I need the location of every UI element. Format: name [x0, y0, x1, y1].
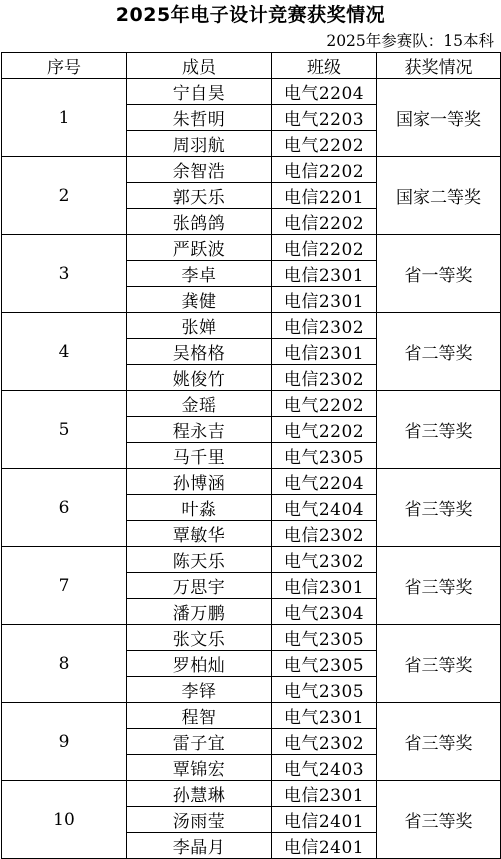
page-title: 2025年电子设计竞赛获奖情况: [115, 4, 386, 26]
team-award-cell: 省一等奖: [377, 235, 501, 313]
member-name-cell: 李晶月: [127, 833, 272, 859]
member-name-cell: 宁自昊: [127, 79, 272, 105]
member-name-cell: 严跃波: [127, 235, 272, 261]
member-class-cell: 电气2304: [272, 599, 377, 625]
team-index-cell: 7: [2, 547, 127, 625]
member-class-cell: 电信2202: [272, 157, 377, 183]
member-name-cell: 万思宇: [127, 573, 272, 599]
member-class-cell: 电气2305: [272, 651, 377, 677]
team-index-cell: 5: [2, 391, 127, 469]
team-award-cell: 省三等奖: [377, 547, 501, 625]
member-class-cell: 电气2203: [272, 105, 377, 131]
member-name-cell: 龚健: [127, 287, 272, 313]
column-header-class: 班级: [272, 53, 377, 79]
team-award-cell: 省二等奖: [377, 313, 501, 391]
member-class-cell: 电信2302: [272, 521, 377, 547]
member-class-cell: 电气2404: [272, 495, 377, 521]
team-award-cell: 省三等奖: [377, 703, 501, 781]
table-row: [2, 157, 501, 183]
member-name-cell: 朱哲明: [127, 105, 272, 131]
member-class-cell: 电信2301: [272, 339, 377, 365]
member-name-cell: 陈天乐: [127, 547, 272, 573]
member-name-cell: 余智浩: [127, 157, 272, 183]
member-class-cell: 电气2305: [272, 625, 377, 651]
table-row: [2, 547, 501, 573]
team-index-cell: 6: [2, 469, 127, 547]
table-header-row: [2, 53, 501, 79]
column-header-members: 成员: [127, 53, 272, 79]
table-row: [2, 79, 501, 105]
member-name-cell: 李卓: [127, 261, 272, 287]
table-row: [2, 469, 501, 495]
member-class-cell: 电信2301: [272, 261, 377, 287]
member-name-cell: 雷子宜: [127, 729, 272, 755]
member-name-cell: 孙慧琳: [127, 781, 272, 807]
awards-table-body: [2, 79, 501, 859]
member-name-cell: 金瑶: [127, 391, 272, 417]
team-award-cell: 省三等奖: [377, 469, 501, 547]
team-index-cell: 2: [2, 157, 127, 235]
team-award-cell: 省三等奖: [377, 391, 501, 469]
member-class-cell: 电气2301: [272, 703, 377, 729]
member-class-cell: 电气2302: [272, 729, 377, 755]
member-class-cell: 电气2202: [272, 417, 377, 443]
member-class-cell: 电信2201: [272, 183, 377, 209]
member-name-cell: 周羽航: [127, 131, 272, 157]
member-name-cell: 程永吉: [127, 417, 272, 443]
member-class-cell: 电信2301: [272, 781, 377, 807]
table-row: [2, 703, 501, 729]
member-name-cell: 罗柏灿: [127, 651, 272, 677]
member-name-cell: 张文乐: [127, 625, 272, 651]
team-index-cell: 1: [2, 79, 127, 157]
team-award-cell: 国家一等奖: [377, 79, 501, 157]
table-row: [2, 313, 501, 339]
team-award-cell: 省三等奖: [377, 625, 501, 703]
member-name-cell: 程智: [127, 703, 272, 729]
column-header-index: 序号: [2, 53, 127, 79]
awards-sheet: [1, 0, 500, 859]
member-class-cell: 电信2301: [272, 573, 377, 599]
team-index-cell: 3: [2, 235, 127, 313]
member-class-cell: 电气2403: [272, 755, 377, 781]
member-class-cell: 电信2202: [272, 209, 377, 235]
table-row: [2, 235, 501, 261]
member-class-cell: 电气2202: [272, 391, 377, 417]
member-class-cell: 电气2305: [272, 677, 377, 703]
member-class-cell: 电气2302: [272, 547, 377, 573]
member-class-cell: 电信2202: [272, 235, 377, 261]
member-class-cell: 电信2401: [272, 833, 377, 859]
member-name-cell: 张婵: [127, 313, 272, 339]
member-name-cell: 姚俊竹: [127, 365, 272, 391]
member-name-cell: 李铎: [127, 677, 272, 703]
team-count-subtitle: 2025年参赛队：15本科: [326, 32, 494, 50]
team-index-cell: 4: [2, 313, 127, 391]
table-row: [2, 781, 501, 807]
table-row: [2, 625, 501, 651]
member-name-cell: 孙博涵: [127, 469, 272, 495]
member-name-cell: 汤雨莹: [127, 807, 272, 833]
team-index-cell: 9: [2, 703, 127, 781]
member-name-cell: 张鸽鸽: [127, 209, 272, 235]
column-header-award: 获奖情况: [377, 53, 501, 79]
member-name-cell: 吴格格: [127, 339, 272, 365]
member-class-cell: 电信2401: [272, 807, 377, 833]
table-row: [2, 391, 501, 417]
member-class-cell: 电信2301: [272, 287, 377, 313]
member-class-cell: 电信2302: [272, 365, 377, 391]
member-name-cell: 覃敏华: [127, 521, 272, 547]
member-name-cell: 郭天乐: [127, 183, 272, 209]
member-class-cell: 电气2204: [272, 469, 377, 495]
team-award-cell: 国家二等奖: [377, 157, 501, 235]
member-name-cell: 马千里: [127, 443, 272, 469]
member-name-cell: 潘万鹏: [127, 599, 272, 625]
member-class-cell: 电气2202: [272, 131, 377, 157]
member-class-cell: 电气2305: [272, 443, 377, 469]
awards-table: [1, 52, 501, 859]
team-index-cell: 8: [2, 625, 127, 703]
member-name-cell: 叶淼: [127, 495, 272, 521]
team-award-cell: 省三等奖: [377, 781, 501, 859]
member-class-cell: 电信2302: [272, 313, 377, 339]
member-class-cell: 电气2204: [272, 79, 377, 105]
member-name-cell: 覃锦宏: [127, 755, 272, 781]
team-index-cell: 10: [2, 781, 127, 859]
